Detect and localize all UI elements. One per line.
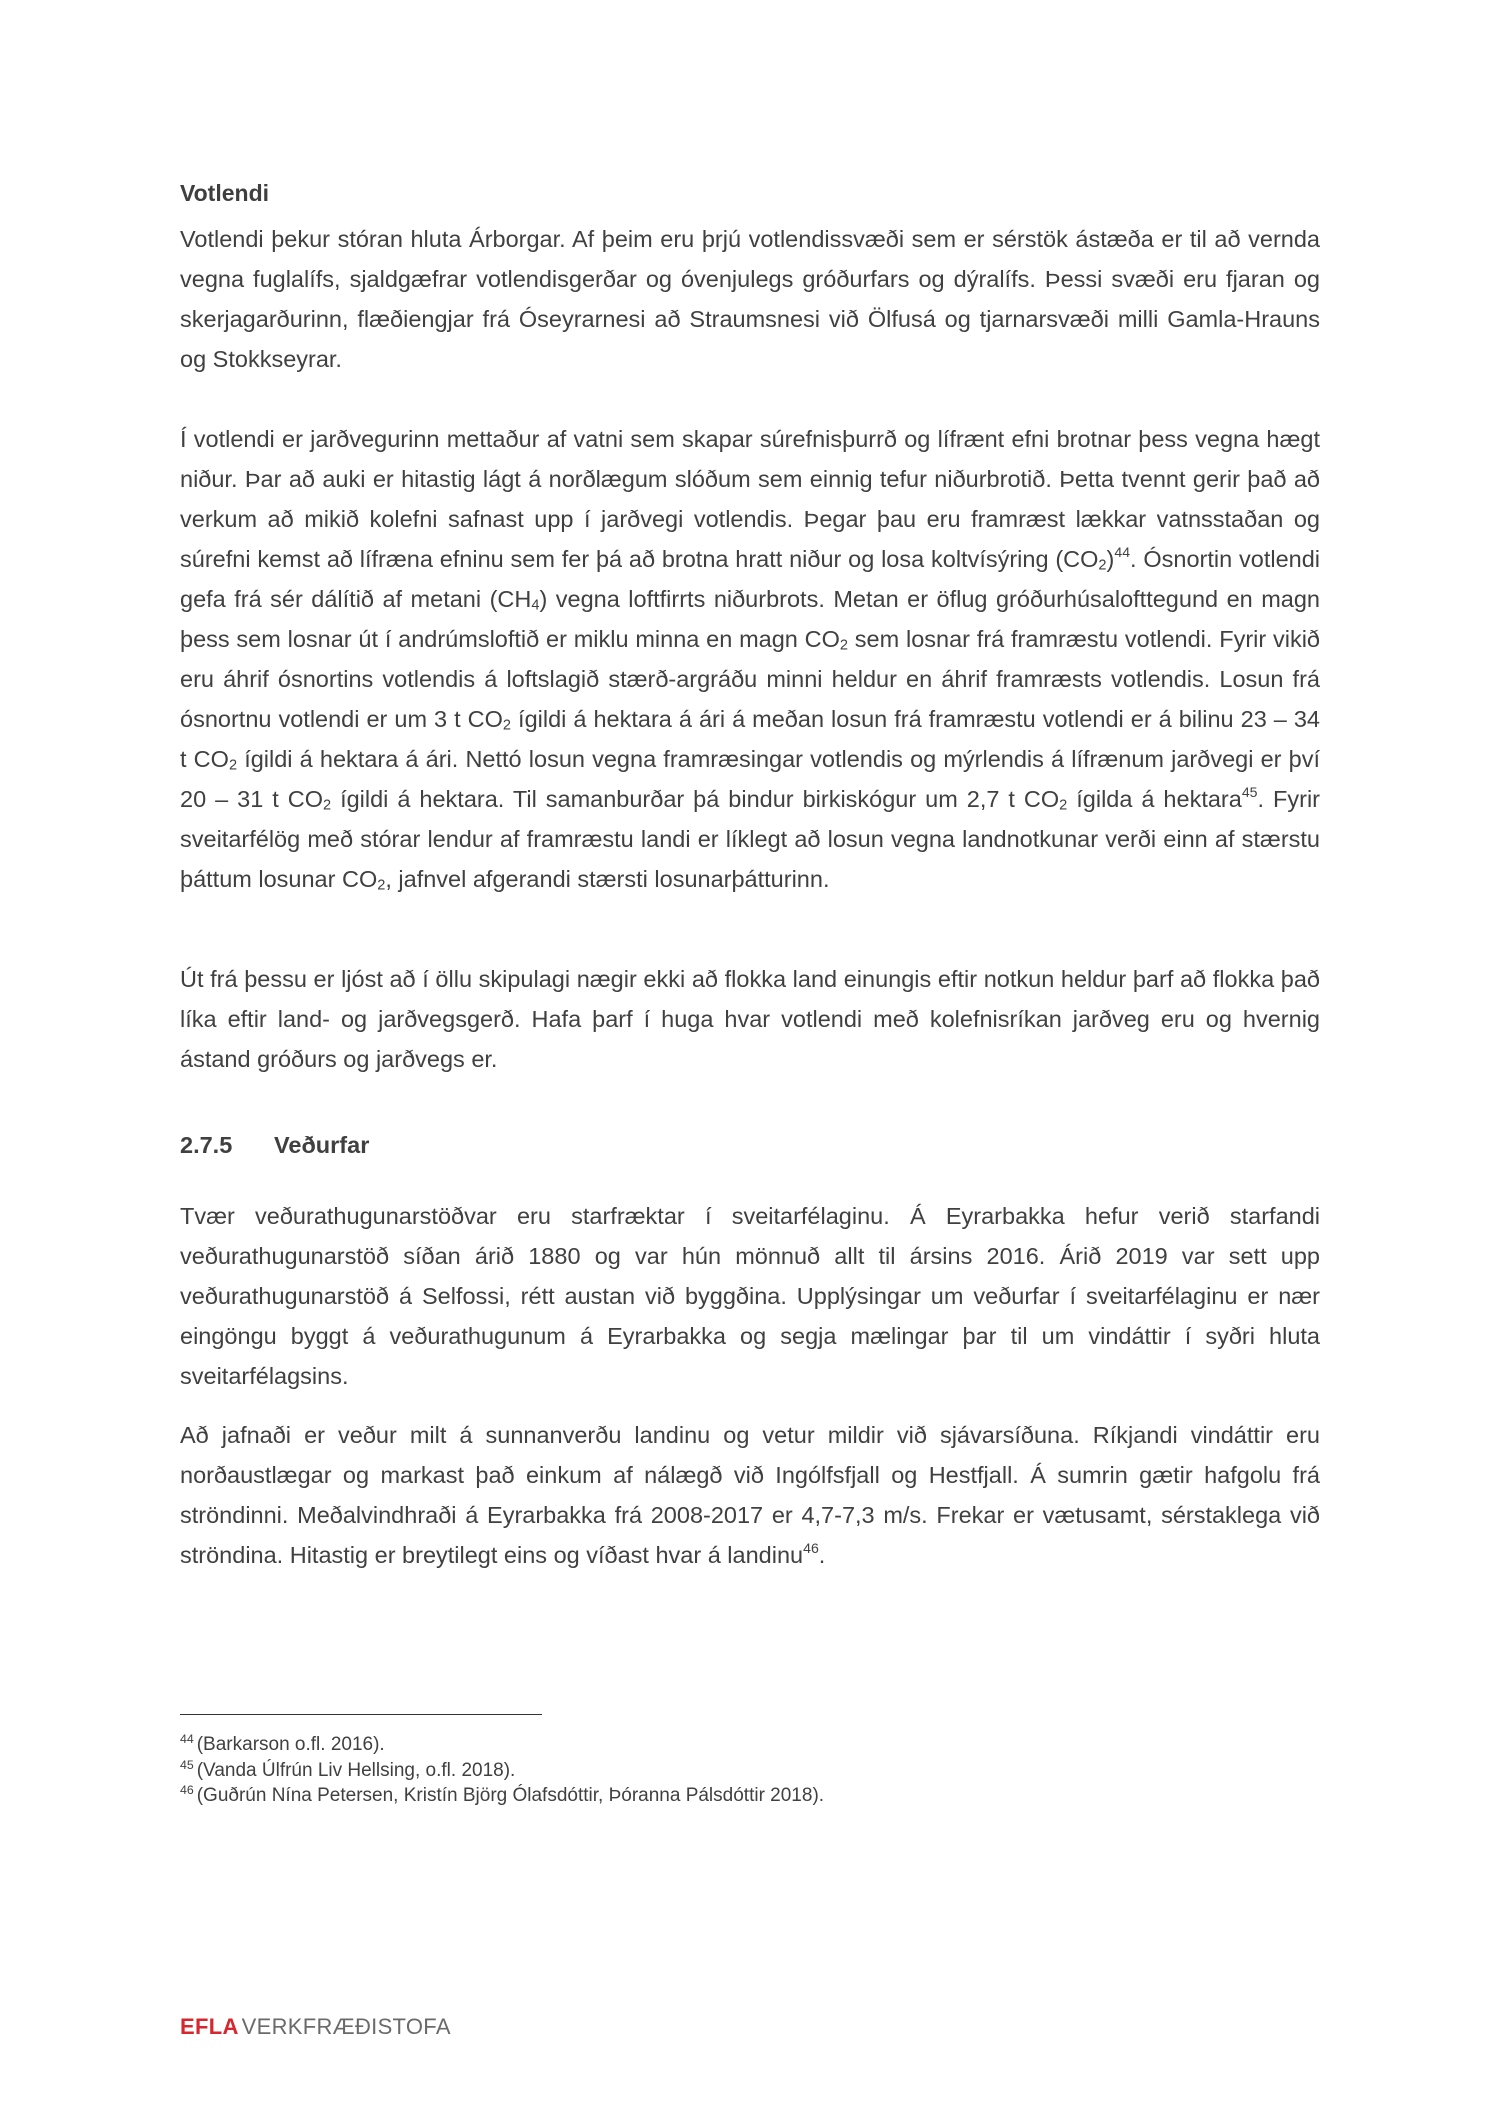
section-title: Votlendi [180, 180, 270, 206]
footer-logo [180, 2014, 451, 2040]
footnote-number: 45 [180, 1757, 194, 1772]
footnote-text: (Barkarson o.fl. 2016). [196, 1734, 385, 1755]
paragraph-weather-stations: Tvær veðurathugunarstöðvar eru starfræktar í sveitarfélaginu. Á Eyrarbakka hefur verið starfandi veðurathugunarstöð síðan árið 1880 og var hún mönnuð allt til ársins 2016. Árið 2019 var sett upp veðurathugunarstöð á Selfossi, rétt austan við byggðina. Upplýsingar um veðurfar í sveitarfélaginu er nær eingöngu byggt á veðurathugunum á Eyrarbakka og segja mælingar þar til um vindáttir í syðri hluta sveitarfélagsins. [180, 1203, 1320, 1389]
subscript: 2 [1098, 557, 1107, 574]
subscript: 2 [1059, 797, 1068, 814]
footnote-separator [180, 1714, 542, 1715]
footnote-number: 46 [180, 1783, 194, 1798]
footnote-44 [180, 1732, 824, 1758]
subscript: 4 [531, 597, 540, 614]
footnote-reference[interactable]: 46 [803, 1540, 819, 1557]
brand-tagline: VERKFRÆÐISTOFA [241, 2014, 451, 2039]
brand-name: EFLA [180, 2014, 239, 2039]
subscript: 2 [502, 717, 512, 734]
subscript: 2 [839, 637, 849, 654]
paragraph-wetlands-planning: Út frá þessu er ljóst að í öllu skipulagi nægir ekki að flokka land einungis eftir notkun heldur þarf að flokka það líka eftir land- og jarðvegsgerð. Hafa þarf í huga hvar votlendi með kolefnisríkan jarðveg eru og hvernig ástand gróðurs og jarðvegs er. [180, 966, 1320, 1072]
footnote-number: 44 [180, 1732, 194, 1747]
subscript: 2 [377, 877, 386, 894]
paragraph-wetlands-intro: Votlendi þekur stóran hluta Árborgar. Af þeim eru þrjú votlendissvæði sem er sérstök ástæða er til að vernda vegna fuglalífs, sjaldgæfrar votlendisgerðar og óvenjulegs gróðurfars og dýralífs. Þessi svæði eru fjaran og skerjagarðurinn, flæðiengjar frá Óseyrarnesi að Straumsnesi við Ölfusá og tjarnarsvæði milli Gamla-Hrauns og Stokkseyrar. [180, 226, 1320, 372]
footnote-text: (Vanda Úlfrún Liv Hellsing, o.fl. 2018). [196, 1759, 516, 1781]
subscript: 2 [228, 757, 238, 774]
paragraph-wetlands-carbon: Í votlendi er jarðvegurinn mettaður af vatni sem skapar súrefnisþurrð og lífrænt efni brotnar þess vegna hægt niður. Þar að auki er hitastig lágt á norðlægum slóðum sem einnig tefur niðurbrotið. Þetta tvennt gerir það að verkum að mikið kolefni safnast upp í jarðvegi votlendis. Þegar þau eru framræst lækkar vatnsstaðan og súrefni kemst að lífræna efninu sem fer þá að brotna hratt niður og losa koltvísýring $(CO_2)^{44}$. Ósnortin votlendi gefa frá sér dálítið af metani $(CH_4)$ vegna loftfirrts niðurbrots. Metan er öflug gróðurhúsalofttegund en magn þess sem losnar út í andrúmsloftið er miklu minna en magn $CO_2$ sem losnar frá framræstu votlendi. Fyrir vikið eru áhrif ósnortins votlendis á loftslagið stærð-argráðu minni heldur en áhrif framræsts votlendis. Losun frá ósnortnu votlendi er um 3 t $CO_2$ ígildi á hektara á ári á meðan losun frá framræstu votlendi er á bilinu 23 – 34 t $CO_2$ ígildi á hektara á ári. Nettó losun vegna framræsingar votlendis og mýrlendis á lífrænum jarðvegi er því 20 – 31 t $CO_2$ ígildi á hektara. Til samanburðar þá bindur birkiskógur um 2,7 t $CO_2$ ígilda á hektara$^{45}$. Fyrir sveitarfélög með stórar lendur af framræstu landi er líklegt að losun vegna landnotkunar verði einn af stærstu þáttum losunar $CO_2$, jafnvel afgerandi stærsti losunarþátturinn. [180, 426, 1320, 894]
subsection-number: 2.7.5 [180, 1132, 233, 1158]
footnotes-list [180, 1732, 824, 1809]
subscript: 2 [323, 797, 332, 814]
footnote-45 [180, 1758, 824, 1784]
footnote-reference[interactable]: 45 [1241, 784, 1258, 801]
subsection-heading [180, 1132, 369, 1159]
footnote-text: (Guðrún Nína Petersen, Kristín Björg Ólafsdóttir, Þóranna Pálsdóttir 2018). [196, 1785, 825, 1806]
footnote-reference[interactable]: 44 [1114, 544, 1131, 561]
footnote-46 [180, 1783, 824, 1809]
paragraph-weather-climate: Að jafnaði er veður milt á sunnanverðu landinu og vetur mildir við sjávarsíðuna. Ríkjandi vindáttir eru norðaustlægar og markast það einkum af nálægð við Ingólfsfjall og Hestfjall. Á sumrin gætir hafgolu frá ströndinni. Meðalvindhraði á Eyrarbakka frá 2008-2017 er 4,7-7,3 m/s. Frekar er vætusamt, sérstaklega við ströndina. Hitastig er breytilegt eins og víðast hvar á landinu$^{46}$. [180, 1422, 1320, 1568]
subsection-title: Veðurfar [274, 1132, 370, 1158]
